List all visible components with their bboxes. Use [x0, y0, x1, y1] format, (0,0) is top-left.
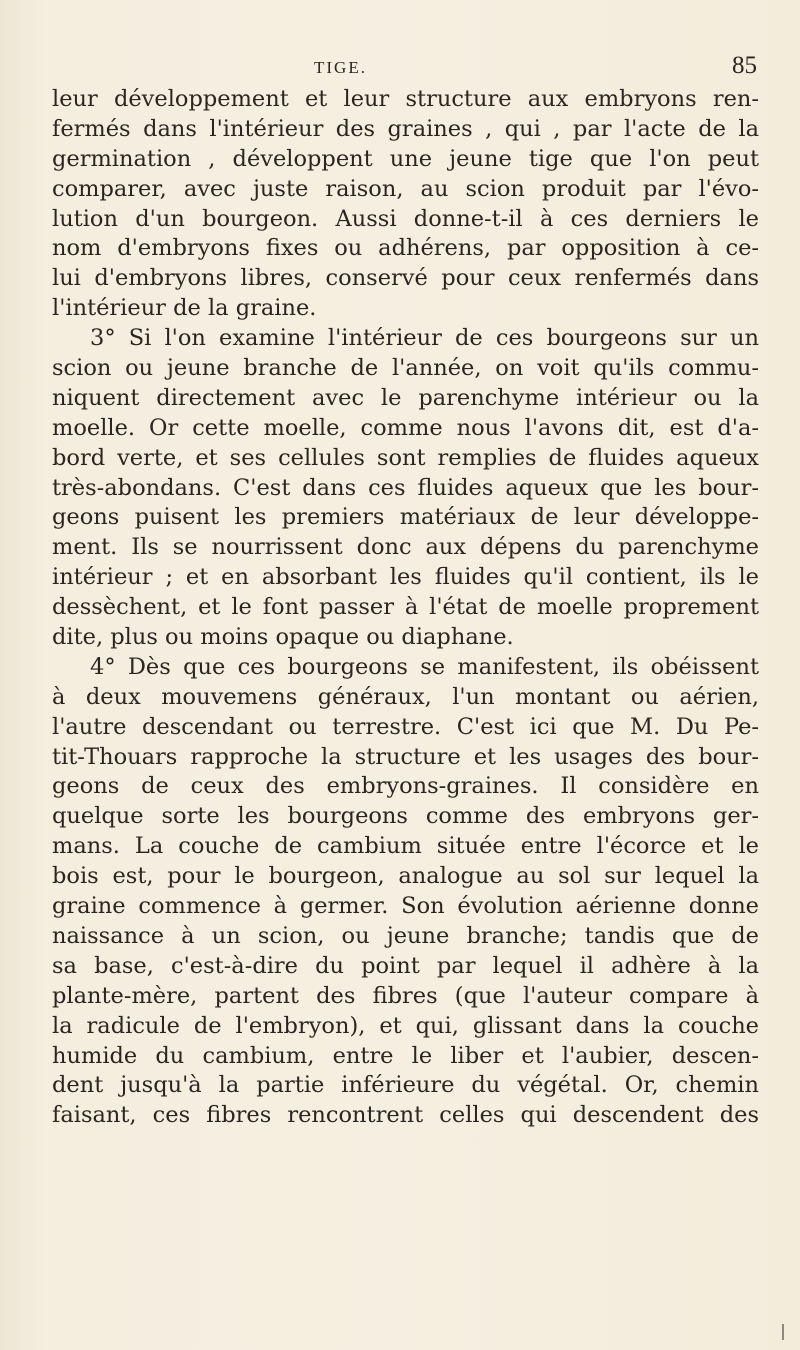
text-line-33: humide du cambium, entre le liber et l'aubier, descen- — [52, 1042, 759, 1069]
text-line-2: fermés dans l'intérieur des graines , qui , par l'acte de la — [52, 115, 759, 142]
running-head — [0, 52, 800, 88]
text-line-10: scion ou jeune branche de l'année, on voit qu'ils commu- — [52, 355, 759, 382]
text-line-3: germination , développent une jeune tige que l'on peut — [52, 145, 759, 172]
page-edge-mark — [782, 1324, 784, 1340]
text-line-4: comparer, avec juste raison, au scion produit par l'évo- — [52, 175, 759, 202]
text-line-15: geons puisent les premiers matériaux de leur développe- — [52, 504, 759, 531]
text-line-24: geons de ceux des embryons-graines. Il considère en — [52, 773, 759, 800]
text-line-25: quelque sorte les bourgeons comme des embryons ger- — [52, 803, 759, 830]
text-line-12: moelle. Or cette moelle, comme nous l'avons dit, est d'a- — [52, 414, 759, 441]
text-line-7: lui d'embryons libres, conservé pour ceux renfermés dans — [52, 265, 759, 292]
text-line-22: l'autre descendant ou terrestre. C'est ici que M. Du Pe- — [52, 713, 759, 740]
text-line-35: faisant, ces fibres rencontrent celles qui descendent des — [52, 1102, 759, 1129]
text-line-31: plante-mère, partent des fibres (que l'auteur compare à — [52, 982, 759, 1009]
text-line-27: bois est, pour le bourgeon, analogue au sol sur lequel la — [52, 863, 759, 890]
text-line-26: mans. La couche de cambium située entre l'écorce et le — [52, 833, 759, 860]
running-title: TIGE. — [314, 58, 367, 77]
text-line-29: naissance à un scion, ou jeune branche; tandis que de — [52, 922, 759, 949]
body-text — [52, 85, 759, 1131]
text-line-30: sa base, c'est-à-dire du point par lequel il adhère à la — [52, 952, 759, 979]
text-line-14: très-abondans. C'est dans ces fluides aqueux que les bour- — [52, 474, 759, 501]
text-line-34: dent jusqu'à la partie inférieure du végétal. Or, chemin — [52, 1072, 759, 1099]
text-line-20: 4° Dès que ces bourgeons se manifestent, ils obéissent — [90, 653, 759, 680]
text-line-6: nom d'embryons fixes ou adhérens, par opposition à ce- — [52, 235, 759, 262]
text-line-32: la radicule de l'embryon), et qui, glissant dans la couche — [52, 1012, 759, 1039]
text-line-11: niquent directement avec le parenchyme intérieur ou la — [52, 384, 759, 411]
text-line-16: ment. Ils se nourrissent donc aux dépens du parenchyme — [52, 534, 759, 561]
text-line-9: 3° Si l'on examine l'intérieur de ces bourgeons sur un — [90, 325, 759, 352]
text-line-8: l'intérieur de la graine. — [52, 295, 317, 322]
text-line-18: dessèchent, et le font passer à l'état de moelle proprement — [52, 594, 759, 621]
text-line-28: graine commence à germer. Son évolution aérienne donne — [52, 893, 759, 920]
text-line-13: bord verte, et ses cellules sont remplies de fluides aqueux — [52, 444, 759, 471]
text-line-17: intérieur ; et en absorbant les fluides qu'il contient, ils le — [52, 564, 759, 591]
page-number: 85 — [732, 52, 757, 79]
text-line-19: dite, plus ou moins opaque ou diaphane. — [52, 624, 514, 651]
text-line-5: lution d'un bourgeon. Aussi donne-t-il à ces derniers le — [52, 205, 759, 232]
text-line-21: à deux mouvemens généraux, l'un montant ou aérien, — [52, 683, 759, 710]
text-line-23: tit-Thouars rapproche la structure et les usages des bour- — [52, 743, 759, 770]
text-line-1: leur développement et leur structure aux embryons ren- — [52, 86, 759, 112]
